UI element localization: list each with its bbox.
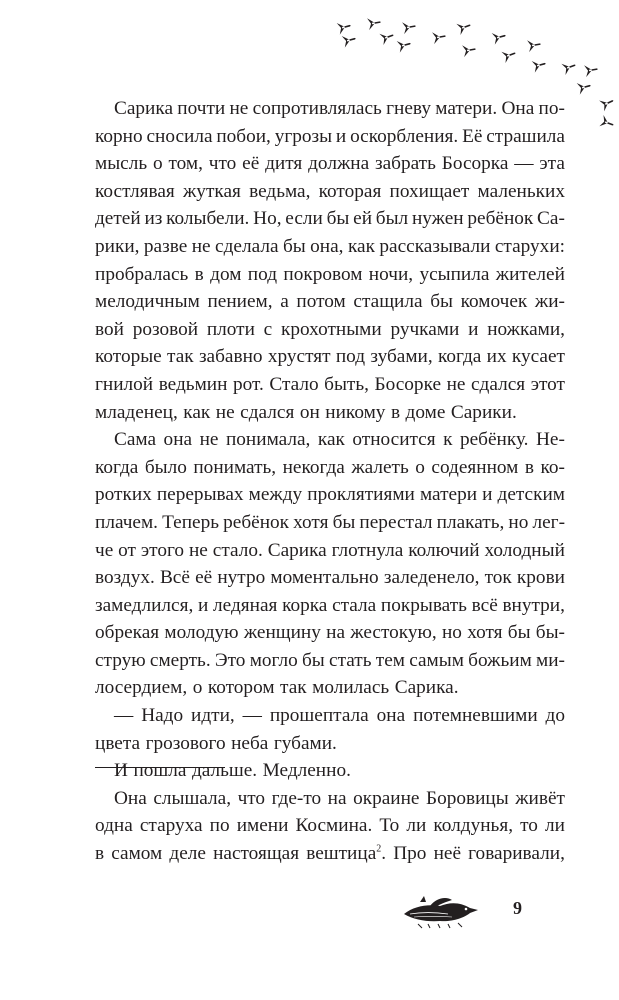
paragraph-4	[95, 757, 565, 785]
text-line: И пошла дальше. Медленно.	[114, 760, 351, 782]
text-line: пробралась в дом под покровом ночи, усыпила жителей	[95, 263, 565, 285]
text-line: Сарика почти не сопротивлялась гневу матери. Она по-	[114, 98, 565, 119]
text-line: когда было понимать, некогда жалеть о содеянном в ко-	[95, 456, 565, 478]
text-line: одна старуха по имени Космина. То ли колдунья, то ли	[95, 815, 565, 837]
text-line: лосердием, о котором так молилась Сарика.	[95, 677, 459, 699]
text-line: младенец, как не сдался он никому в доме Сарики.	[95, 401, 517, 423]
crow-vignette-icon	[400, 890, 480, 930]
text-line: которые так забавно хрустят под зубами, когда их кусает	[95, 346, 565, 368]
text-line: мысль о том, что её дитя должна забрать Босорка — эта	[95, 153, 565, 175]
text-line: ротких перерывах между проклятиями матери и детским	[95, 484, 565, 506]
text-line: Сама она не понимала, как относится к ребёнку. Не-	[114, 429, 565, 451]
text-line: че от этого не стало. Сарика глотнула колючий холодный	[95, 539, 565, 561]
footnote-reference[interactable]: 2	[376, 843, 382, 855]
paragraph-5	[95, 785, 565, 868]
text-line: Она слышала, что где-то на окраине Боровицы живёт	[114, 787, 565, 809]
text-line: гнилой ведьмин рот. Стало быть, Босорке не сдался этот	[95, 373, 565, 395]
text-line: замедлился, и ледяная корка стала покрывать всё внутри,	[95, 594, 565, 616]
text-line: — Надо идти, — прошептала она потемневшими до	[114, 705, 565, 727]
footnote-divider	[95, 767, 225, 768]
text-line: плачем. Теперь ребёнок хотя бы перестал плакать, но лег-	[95, 511, 565, 533]
text-line: воздух. Всё её нутро моментально заледенело, ток крови	[95, 567, 565, 589]
main-text	[95, 95, 565, 868]
text-line: обрекая молодую женщину на жестокую, но хотя бы бы-	[95, 622, 565, 644]
text-line: рики, разве не сделала бы она, как рассказывали старухи:	[95, 235, 565, 257]
text-line: мелодичным пением, а потом стащила бы комочек жи-	[95, 291, 565, 313]
paragraph-3	[95, 702, 565, 757]
paragraph-2	[95, 426, 565, 702]
paragraph-1	[95, 95, 565, 426]
text-line: корно сносила побои, угрозы и оскорбления. Её страшила	[95, 125, 565, 147]
text-line: детей из колыбели. Но, если бы ей был нужен ребёнок Са-	[95, 208, 565, 230]
text-line: вой розовой плоти с крохотными ручками и ножками,	[95, 318, 565, 340]
text-line: костлявая жуткая ведьма, которая похищает маленьких	[95, 180, 565, 202]
text-line: в самом деле настоящая вештица$^2$. Про неё говаривали,	[95, 843, 565, 865]
text-line: струю смерть. Это могло бы стать тем самым божьим ми-	[95, 649, 565, 671]
page-number: 9	[513, 898, 522, 918]
text-line: цвета грозового неба губами.	[95, 732, 337, 754]
